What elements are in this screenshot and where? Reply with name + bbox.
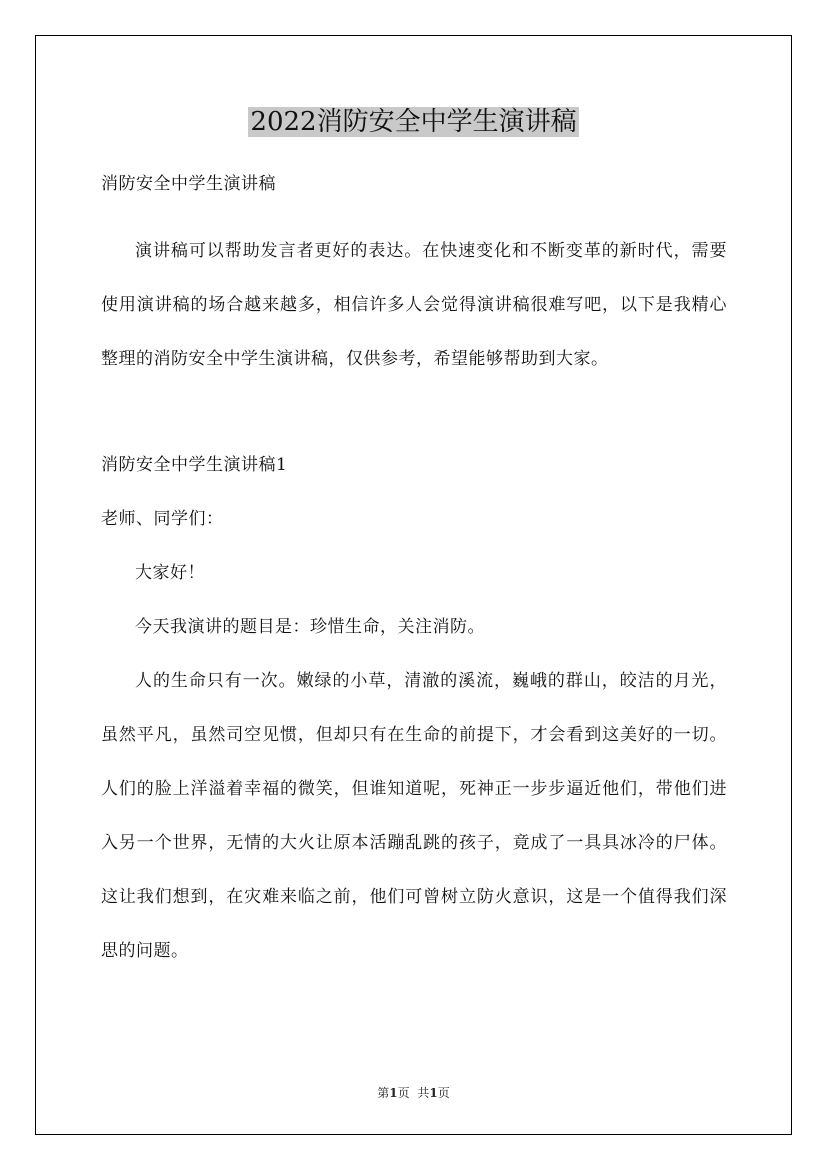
footer-total-prefix: 共 (417, 1086, 430, 1100)
salutation: 老师、同学们： (101, 509, 224, 529)
document-title (0, 100, 827, 144)
section-heading: 消防安全中学生演讲稿1 (101, 455, 288, 475)
footer-page-suffix: 页 (397, 1086, 410, 1100)
greeting: 大家好！ (135, 563, 205, 583)
footer-page-current: 1 (389, 1086, 398, 1100)
body-paragraph: 人的生命只有一次。嫩绿的小草，清澈的溪流，巍峨的群山，皎洁的月光，虽然平凡，虽然司空见惯，但却只有在生命的前提下，才会看到这美好的一切。人们的脸上洋溢着幸福的微笑，但谁知道呢，死神正一步步逼近他们，带他们进入另一个世界，无情的大火让原本活蹦乱跳的孩子，竟成了一具具冰冷的尸体。这让我们想到，在灾难来临之前，他们可曾树立防火意识，这是一个值得我们深思的问题。 (101, 671, 727, 961)
page-footer (0, 1084, 827, 1102)
intro-paragraph: 演讲稿可以帮助发言者更好的表达。在快速变化和不断变革的新时代，需要使用演讲稿的场合越来越多，相信许多人会觉得演讲稿很难写吧，以下是我精心整理的消防安全中学生演讲稿，仅供参考，希望能够帮助到大家。 (101, 241, 727, 369)
footer-page-total: 1 (429, 1086, 438, 1100)
document-subtitle: 消防安全中学生演讲稿 (101, 174, 276, 194)
document-title-text: 2022消防安全中学生演讲稿 (250, 107, 577, 137)
footer-page-prefix: 第 (377, 1086, 390, 1100)
document-body (101, 170, 727, 978)
topic-line: 今天我演讲的题目是：珍惜生命，关注消防。 (135, 617, 485, 637)
footer-total-suffix: 页 (437, 1086, 450, 1100)
